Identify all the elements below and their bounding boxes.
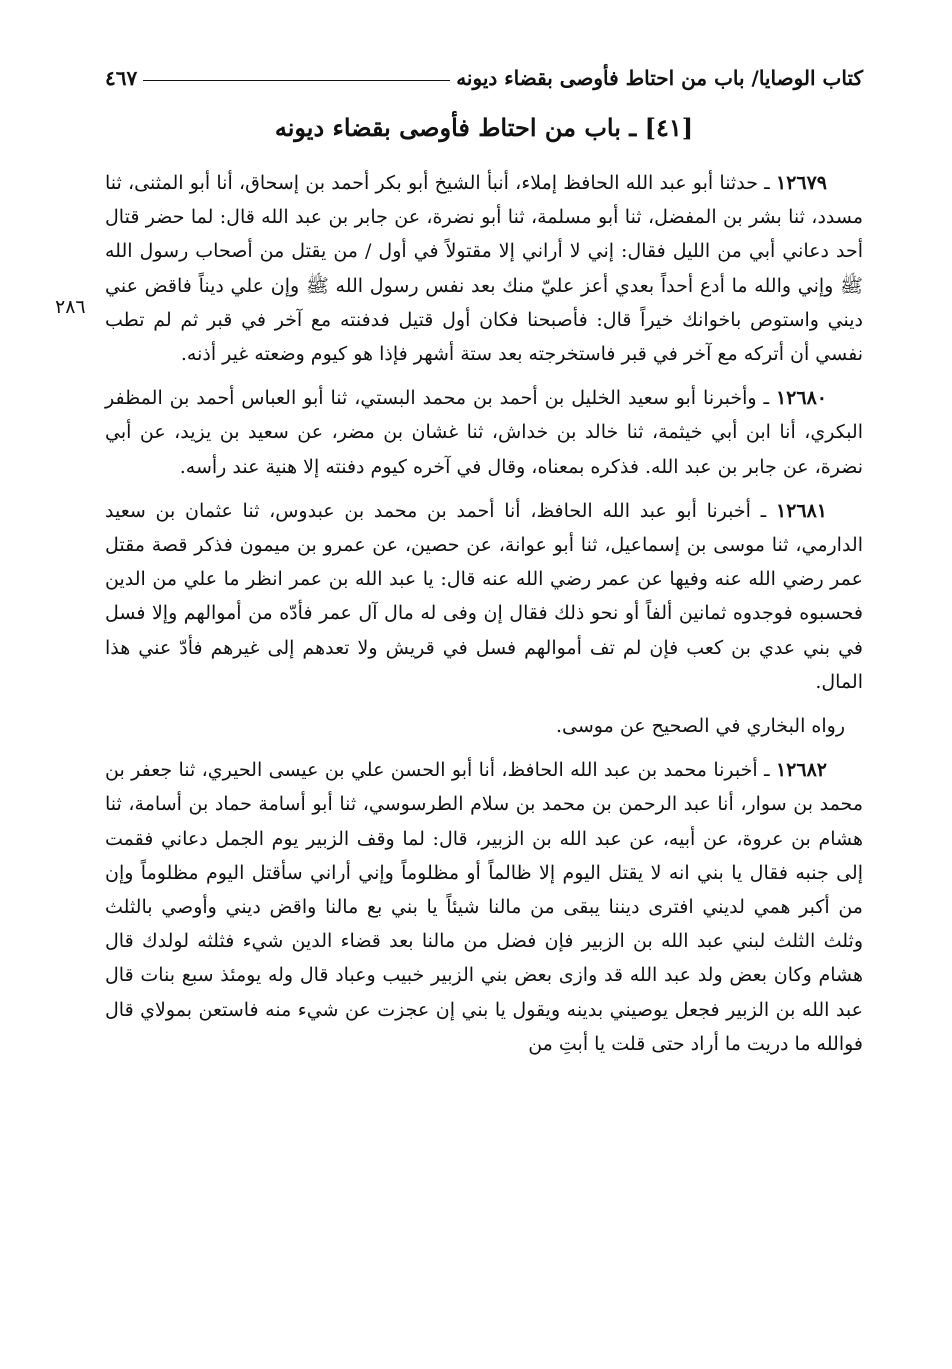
hadith-text: ـ أخبرنا أبو عبد الله الحافظ، أنا أحمد بن محمد بن عبدوس، ثنا عثمان بن سعيد الدارمي، ثنا موسى بن إسماعيل، ثنا أبو عوانة، عن حصين، عن عمرو بن ميمون فذكر قصة مقتل عمر رضي الله عنه وفيها عن عمر رضي الله عنه قال: يا عبد الله بن عمر انظر ما علي من الدين فحسبوه فوجدوه ثمانين ألفاً أو نحو ذلك فقال إن وفى له مال آل عمر فأدّه من أموالهم وإلا فسل في بني عدي بن كعب فإن لم تف أموالهم فسل في قريش ولا تعدهم إلى غيرهم فأدّ عني هذا المال.: [105, 499, 863, 693]
chapter-title: [٤١] ـ باب من احتاط فأوصى بقضاء ديونه: [274, 113, 694, 142]
hadith-text: ـ حدثنا أبو عبد الله الحافظ إملاء، أنبأ الشيخ أبو بكر أحمد بن إسحاق، أنا أبو المثنى، ثنا مسدد، ثنا بشر بن المفضل، ثنا أبو مسلمة، ثنا أبو نضرة، عن جابر بن عبد الله قال: لما حضر قتال أحد دعاني أبي من الليل فقال: إني لا أراني إلا مقتولاً في أول / من يقتل من أصحاب رسول الله ﷺ وإني والله ما أدع أحداً بعدي أعز عليّ منك بعد نفس رسول الله ﷺ وإن علي ديناً فاقض عني ديني واستوص باخوانك خيراً قال: فأصبحنا فكان أول قتيل فدفنته مع آخر في قبر ثم لم تطب نفسي أن أتركه مع آخر في قبر فاستخرجته بعد ستة أشهر فإذا هو كيوم وضعته غير أذنه.: [105, 172, 863, 366]
hadith-number: ١٢٦٨٢: [775, 759, 827, 782]
hadith-paragraph: [105, 753, 863, 1061]
text-body: [105, 166, 863, 1071]
hadith-number: ١٢٦٨١: [775, 499, 827, 522]
page-number: ٤٦٧: [105, 66, 138, 90]
hadith-text: ـ وأخبرنا أبو سعيد الخليل بن أحمد بن محمد البستي، ثنا أبو العباس أحمد بن المظفر البكري، أنا ابن أبي خيثمة، ثنا خالد بن خداش، ثنا غشان بن مضر، عن سعيد بن يزيد، عن أبي نضرة، عن جابر بن عبد الله. فذكره بمعناه، وقال في آخره كيوم دفنته إلا هنية عند رأسه.: [105, 387, 863, 478]
book-title: كتاب الوصايا/ باب من احتاط فأوصى بقضاء ديونه: [456, 66, 863, 90]
hadith-text: ـ أخبرنا محمد بن عبد الله الحافظ، أنا أبو الحسن علي بن عيسى الحيري، ثنا جعفر بن محمد بن سوار، أنا عبد الرحمن بن محمد بن سلام الطرسوسي، ثنا أبو أسامة حماد بن أسامة، ثنا هشام بن عروة، عن أبيه، عن عبد الله بن الزبير، قال: لما وقف الزبير يوم الجمل دعاني فقمت إلى جنبه فقال يا بني انه لا يقتل اليوم إلا ظالماً أو مظلوماً وإني أراني سأقتل اليوم مظلوماً وإن من أكبر همي لديني افترى ديننا يبقى من مالنا شيئاً يا بني بع مالنا واقض ديني وأوصي بالثلث وثلث الثلث لبني عبد الله بن الزبير فإن فضل من مالنا بعد قضاء الدين شيء فثلثه لولدك قال هشام وكان بعض ولد عبد الله قد وازى بعض بني الزبير خبيب وعباد قال وله يومئذ سبع بنات قال عبد الله بن الزبير فجعل يوصيني بدينه ويقول يا بني إن عجزت عن شيء منه فاستعن بمولاي قال فوالله ما دريت ما أراد حتى قلت يا أبتِ من: [105, 759, 863, 1055]
hadith-paragraph: [105, 381, 863, 484]
narration-text: رواه البخاري في الصحيح عن موسى.: [556, 715, 845, 738]
hadith-paragraph: [105, 166, 863, 371]
margin-page-reference: ٢٨٦: [55, 296, 86, 318]
running-header: [105, 58, 863, 90]
hadith-paragraph: [105, 494, 863, 699]
hadith-number: ١٢٦٨٠: [775, 387, 827, 410]
hadith-number: ١٢٦٧٩: [775, 172, 827, 194]
header-rule: [143, 80, 450, 81]
narration-note: [105, 709, 863, 743]
